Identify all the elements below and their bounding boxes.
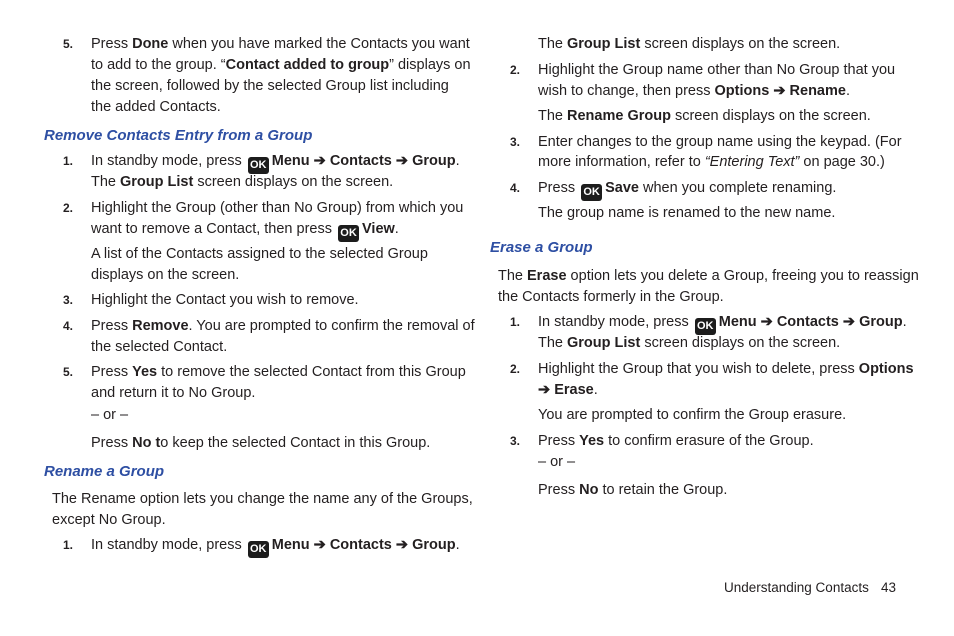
step-number: 1. bbox=[510, 315, 521, 329]
step-text: Press Remove. You are prompted to confirm the removal of bbox=[91, 318, 475, 334]
footer-section-title: Understanding Contacts bbox=[724, 580, 869, 595]
step-text: the screen, followed by the selected Group list including bbox=[91, 78, 449, 94]
step-text: Press Yes to remove the selected Contact from this Group bbox=[91, 364, 466, 380]
step-text: You are prompted to confirm the Group erasure. bbox=[538, 407, 847, 423]
step-text: Highlight the Group name other than No Group that you bbox=[538, 62, 896, 78]
step-text: want to remove a Contact, then press OK View. bbox=[91, 219, 399, 242]
paragraph: The Rename option lets you change the name any of the Groups, bbox=[52, 491, 473, 507]
section-heading-remove: Remove Contacts Entry from a Group bbox=[44, 127, 313, 144]
ok-key-icon: OK bbox=[338, 225, 359, 242]
ok-key-icon: OK bbox=[248, 157, 269, 174]
step-text: Press No to retain the Group. bbox=[538, 482, 728, 498]
step-text: Press Yes to confirm erasure of the Group. bbox=[538, 433, 814, 449]
step-number: 3. bbox=[510, 135, 521, 149]
step-text: Press Done when you have marked the Contacts you want bbox=[91, 36, 470, 52]
step-text: A list of the Contacts assigned to the selected Group bbox=[91, 246, 428, 262]
ok-key-icon: OK bbox=[695, 318, 716, 335]
step-number: 1. bbox=[63, 154, 74, 168]
section-heading-rename: Rename a Group bbox=[44, 463, 165, 480]
page-number: 43 bbox=[881, 580, 897, 595]
step-number: 4. bbox=[63, 319, 74, 333]
step-text: Highlight the Group (other than No Group) from which you bbox=[91, 200, 464, 216]
step-text: Highlight the Group that you wish to delete, press Options bbox=[538, 361, 914, 377]
step-text: more information, refer to “Entering Text” on page 30.) bbox=[538, 154, 885, 170]
step-text: The Group List screen displays on the screen. bbox=[538, 335, 841, 351]
step-number: 3. bbox=[510, 434, 521, 448]
paragraph: The Erase option lets you delete a Group, freeing you to reassign bbox=[498, 268, 919, 284]
step-text: Press No to keep the selected Contact in this Group. bbox=[91, 435, 431, 451]
ok-key-icon: OK bbox=[581, 184, 602, 201]
step-number: 2. bbox=[510, 362, 521, 376]
step-text: The Group List screen displays on the screen. bbox=[91, 174, 394, 190]
ok-key-icon: OK bbox=[248, 541, 269, 558]
step-text: displays on the screen. bbox=[91, 267, 240, 283]
step-text: ➔ Erase. bbox=[538, 382, 598, 398]
step-number: 2. bbox=[63, 201, 74, 215]
step-text: The Group List screen displays on the screen. bbox=[538, 36, 841, 52]
step-text: In standby mode, press OK Menu ➔ Contacts ➔ Group. bbox=[538, 312, 907, 335]
section-heading-erase: Erase a Group bbox=[490, 239, 593, 256]
step-text: and return it to No Group. bbox=[91, 385, 256, 401]
step-number: 5. bbox=[63, 365, 74, 379]
paragraph: the Contacts formerly in the Group. bbox=[498, 289, 724, 305]
step-number: 3. bbox=[63, 293, 74, 307]
or-separator: – or – bbox=[91, 407, 129, 423]
step-text: the selected Contact. bbox=[91, 339, 228, 355]
step-text: The group name is renamed to the new name. bbox=[538, 205, 836, 221]
step-text: wish to change, then press Options ➔ Rename. bbox=[538, 83, 850, 99]
step-text: Highlight the Contact you wish to remove. bbox=[91, 292, 359, 308]
step-text: the added Contacts. bbox=[91, 99, 221, 115]
step-text: to add to the group. “Contact added to group” displays on bbox=[91, 57, 471, 73]
step-text: In standby mode, press OK Menu ➔ Contacts ➔ Group. bbox=[91, 535, 460, 558]
step-text: The Rename Group screen displays on the screen. bbox=[538, 108, 871, 124]
step-text: Enter changes to the group name using the keypad. (For bbox=[538, 134, 902, 150]
step-number: 2. bbox=[510, 63, 521, 77]
step-text: Press OK Save when you complete renaming. bbox=[538, 178, 836, 201]
step-number: 4. bbox=[510, 181, 521, 195]
step-text: In standby mode, press OK Menu ➔ Contacts ➔ Group. bbox=[91, 151, 460, 174]
step-number: 5. bbox=[63, 37, 74, 51]
or-separator: – or – bbox=[538, 454, 576, 470]
step-number: 1. bbox=[63, 538, 74, 552]
paragraph: except No Group. bbox=[52, 512, 166, 528]
